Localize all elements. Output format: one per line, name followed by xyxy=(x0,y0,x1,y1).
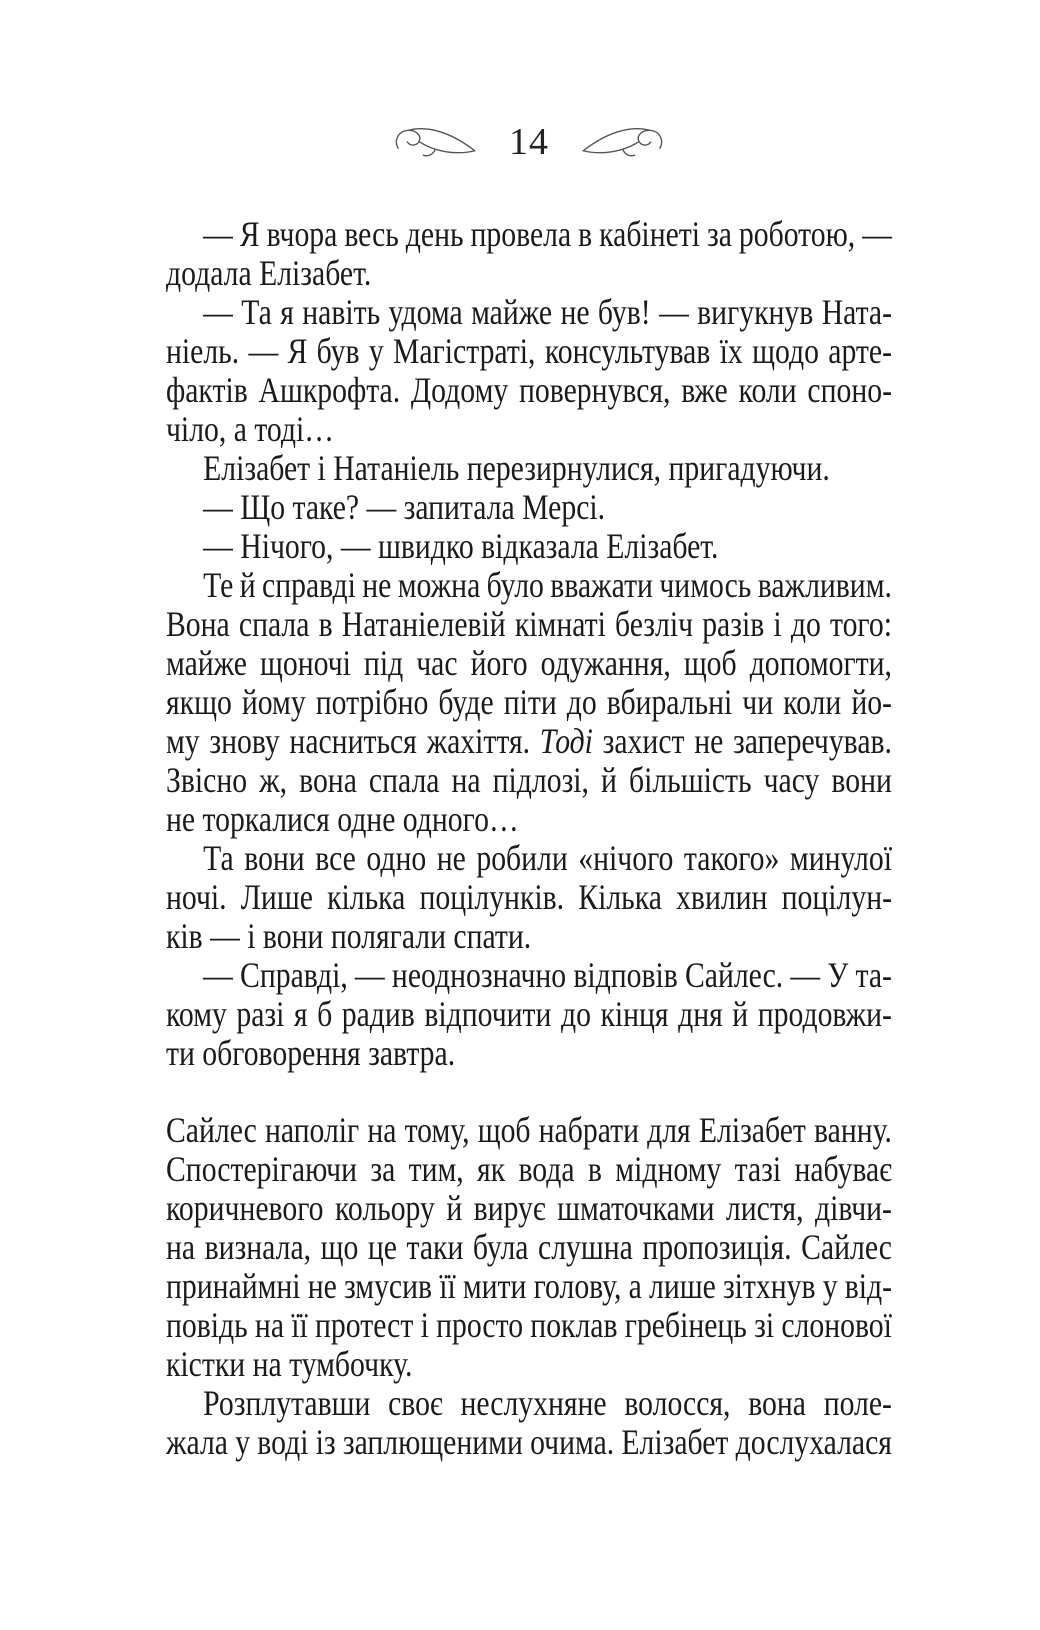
text-line: Сайлес наполіг на тому, щоб набрати для Елізабет ванну. xyxy=(166,1110,892,1150)
paragraph xyxy=(166,1384,892,1462)
paragraph xyxy=(166,1111,892,1384)
text-line: Вона спала в Натаніелевій кімнаті безліч разів і до того: xyxy=(166,604,892,644)
text-line: фактів Ашкрофта. Додому повернувся, вже коли споно- xyxy=(166,370,892,410)
text-line: повідь на її протест і просто поклав гребінець зі слонової xyxy=(166,1305,892,1345)
text-line: — Я вчора весь день провела в кабінеті за роботою, — xyxy=(203,214,892,254)
paragraph xyxy=(166,293,892,449)
text-line: — Та я навіть удома майже не був! — вигукнув Ната- xyxy=(203,292,892,332)
page-header xyxy=(166,120,892,164)
page-text xyxy=(166,215,892,1462)
paragraph xyxy=(166,488,892,527)
text-line: Звісно ж, вона спала на підлозі, й більшість часу вони xyxy=(166,760,892,800)
text-line: Елізабет і Натаніель перезирнулися, пригадуючи. xyxy=(203,448,830,488)
text-line: — Що таке? — запитала Мерсі. xyxy=(203,487,606,527)
text-line: принаймні не змусив її мити голову, а лише зітхнув у від- xyxy=(166,1266,892,1306)
text-line: кому разі я б радив відпочити до кінця дня й продовжи- xyxy=(166,994,892,1034)
text-line: майже щоночі під час його одужання, щоб допомогти, xyxy=(166,643,892,683)
text-line: кістки на тумбочку. xyxy=(166,1344,413,1384)
text-line: чіло, а тоді… xyxy=(166,409,334,449)
text-line: — Справді, — неоднозначно відповів Сайлес. — У та- xyxy=(203,955,892,995)
text-line: ків — і вони полягали спати. xyxy=(166,916,532,956)
text-line: жала у воді із заплющеними очима. Елізабет дослухалася xyxy=(166,1422,892,1462)
text-line: му знову насниться жахіття. Тоді захист не заперечував. xyxy=(166,721,892,761)
text-line: на визнала, що це таки була слушна пропозиція. Сайлес xyxy=(166,1227,892,1267)
text-line: якщо йому потрібно буде піти до вбиральні чи коли йо- xyxy=(166,682,892,722)
paragraph xyxy=(166,215,892,293)
text-line: не торкалися одне одного… xyxy=(166,799,519,839)
paragraph xyxy=(166,449,892,488)
text-line: ночі. Лише кілька поцілунків. Кілька хвилин поцілун- xyxy=(166,877,892,917)
paragraph xyxy=(166,956,892,1073)
text-line: Та вони все одно не робили «нічого такого» минулої xyxy=(203,838,892,878)
paragraph xyxy=(166,566,892,839)
text-line: ти обговорення завтра. xyxy=(166,1033,456,1073)
paragraph xyxy=(166,527,892,566)
paragraph xyxy=(166,839,892,956)
flourish-left-icon xyxy=(391,126,479,159)
flourish-right-icon xyxy=(579,126,667,159)
text-line: Спостерігаючи за тим, як вода в мідному тазі набуває xyxy=(166,1149,892,1189)
text-line: — Нічого, — швидко відказала Елізабет. xyxy=(203,526,719,566)
text-line: коричневого кольору й вирує шматочками листя, дівчи- xyxy=(166,1188,892,1228)
page-text-lines xyxy=(166,215,892,1462)
page-number: 14 xyxy=(509,121,549,163)
text-line: ніель. — Я був у Магістраті, консультував їх щодо арте- xyxy=(166,331,892,371)
text-line: Те й справді не можна було вважати чимось важливим. xyxy=(203,565,892,605)
text-line: Розплутавши своє неслухняне волосся, вона поле- xyxy=(203,1383,892,1423)
text-line: додала Елізабет. xyxy=(166,253,372,293)
